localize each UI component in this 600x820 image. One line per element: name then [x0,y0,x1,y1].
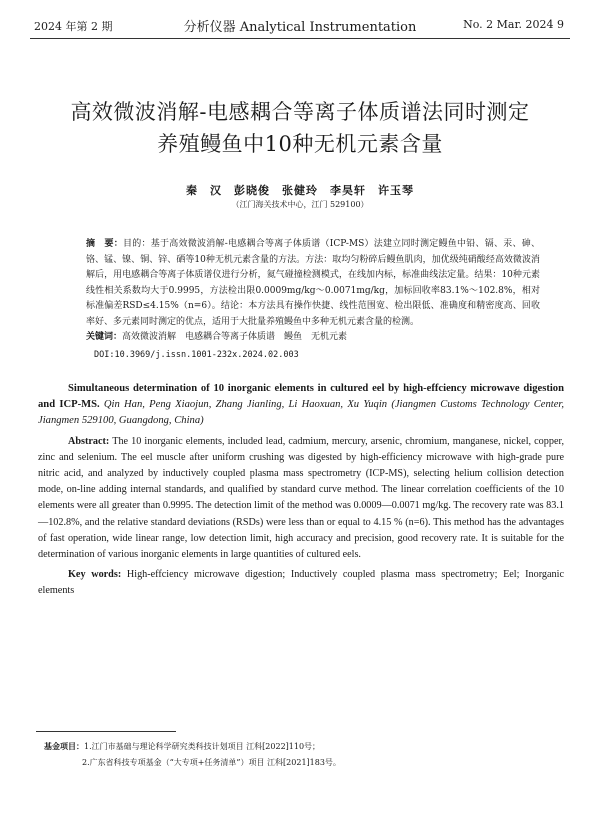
keywords-text-en: High-effciency microwave digestion; Inductively coupled plasma mass spectrometry; Eel; Inorganic elements [38,569,564,597]
chinese-abstract [86,237,540,330]
author-affiliation: （江门海关技术中心，江门 529100） [231,200,369,209]
abstract-text-en: The 10 inorganic elements, included lead, cadmium, mercury, arsenic, chromium, manganese, nickel, copper, zinc and selenium. The eel muscle after uniform crushing was digested by high-efficiency microwave with high-grade pure nitric acid, and analyzed by inductively coupled plasma mass spectrometry (ICP-MS), selecting helium collision detection mode, on-line adding internal standards, and qualified by standard curve method. The linear correlation coefficients of the 10 elements were all greater than 0.9995. The detection limit of the method was 0.0009—0.0071 mg/kg. The recovery rate was 83.1—102.8%, and the relative standard deviations (RSDs) were less than or equal to 4.15 % (n=6). This method has the advantages of fast operation, wide linear range, low detection limit, high accuracy and precision, good recovery rate. It is suitable for the determination of various inorganic elements in large quantities of cultured eels. [38,435,564,561]
keywords-label-cn: 关键词： [86,332,123,342]
keywords-label-en: Key words: [68,569,122,581]
abstract-text-cn: 目的：基于高效微波消解-电感耦合等离子体质谱（ICP-MS）法建立同时测定鳗鱼中铅、镉、汞、砷、铬、锰、镍、铜、锌、硒等10种无机元素含量的方法。方法：取均匀粉碎后鳗鱼肌肉，加优级纯硝酸经高效微波消解后，用电感耦合等离子体质谱仪进行分析，氦气碰撞检测模式，在线加内标，标准曲线法定量。结果：10种元素线性相关系数均大于0.9995，方法检出限0.0009mg/kg～0.0071mg/kg，加标回收率83.1%～102.8%，相对标准偏差RSD≤4.15%（n=6）。结论：本方法具有操作快捷、线性范围宽、检出限低、准确度和精密度高、回收率好、多元素同时测定的优点，适用于大批量养殖鳗鱼中多种无机元素含量的检测。 [86,239,540,327]
abstract-label-cn: 摘 要： [86,239,124,249]
english-keywords [38,567,564,599]
footnote-rule [36,731,176,732]
paper-title-line2: 养殖鳗鱼中10种无机元素含量 [157,132,443,156]
funding-label: 基金项目： [44,741,84,751]
funding-item-1: 1.江门市基础与理论科学研究类科技计划项目 江科[2022]110号； [84,742,321,751]
chinese-abstract-block [86,237,540,363]
header-issue-page: No. 2 Mar. 2024 9 [463,18,564,31]
doi: DOI:10.3969/j.issn.1001-232x.2024.02.003 [94,349,299,360]
paper-title-line1: 高效微波消解-电感耦合等离子体质谱法同时测定 [70,100,530,124]
keywords-text-cn: 高效微波消解 电感耦合等离子体质谱 鳗鱼 无机元素 [122,332,348,342]
chinese-keywords [86,330,540,346]
english-title: Simultaneous determination of 10 inorganic elements in cultured eel by high-effciency microwave digestion and ICP-MS. [38,383,564,411]
funding-footnote-2: 2.广东省科技专项基金（“大专项+任务清单”）项目 江科[2021]183号。 [82,758,341,767]
header-rule [30,38,570,39]
header-journal: 分析仪器 Analytical Instrumentation [183,20,417,35]
funding-footnote-1 [44,741,320,752]
abstract-label-en: Abstract: [68,435,110,447]
english-abstract [38,434,564,564]
english-abstract-block [38,381,564,600]
header-issue: 2024 年第 2 期 [34,20,113,33]
author-list: 秦 汉 彭晓俊 张健玲 李昊轩 许玉琴 [186,184,414,197]
english-title-paragraph [38,381,564,430]
english-authors-affiliation: Qin Han, Peng Xiaojun, Zhang Jianling, Li Haoxuan, Xu Yuqin (Jiangmen Customs Technology Center, Jiangmen 529100, Guangdong, China) [38,399,565,427]
running-header [30,14,570,36]
